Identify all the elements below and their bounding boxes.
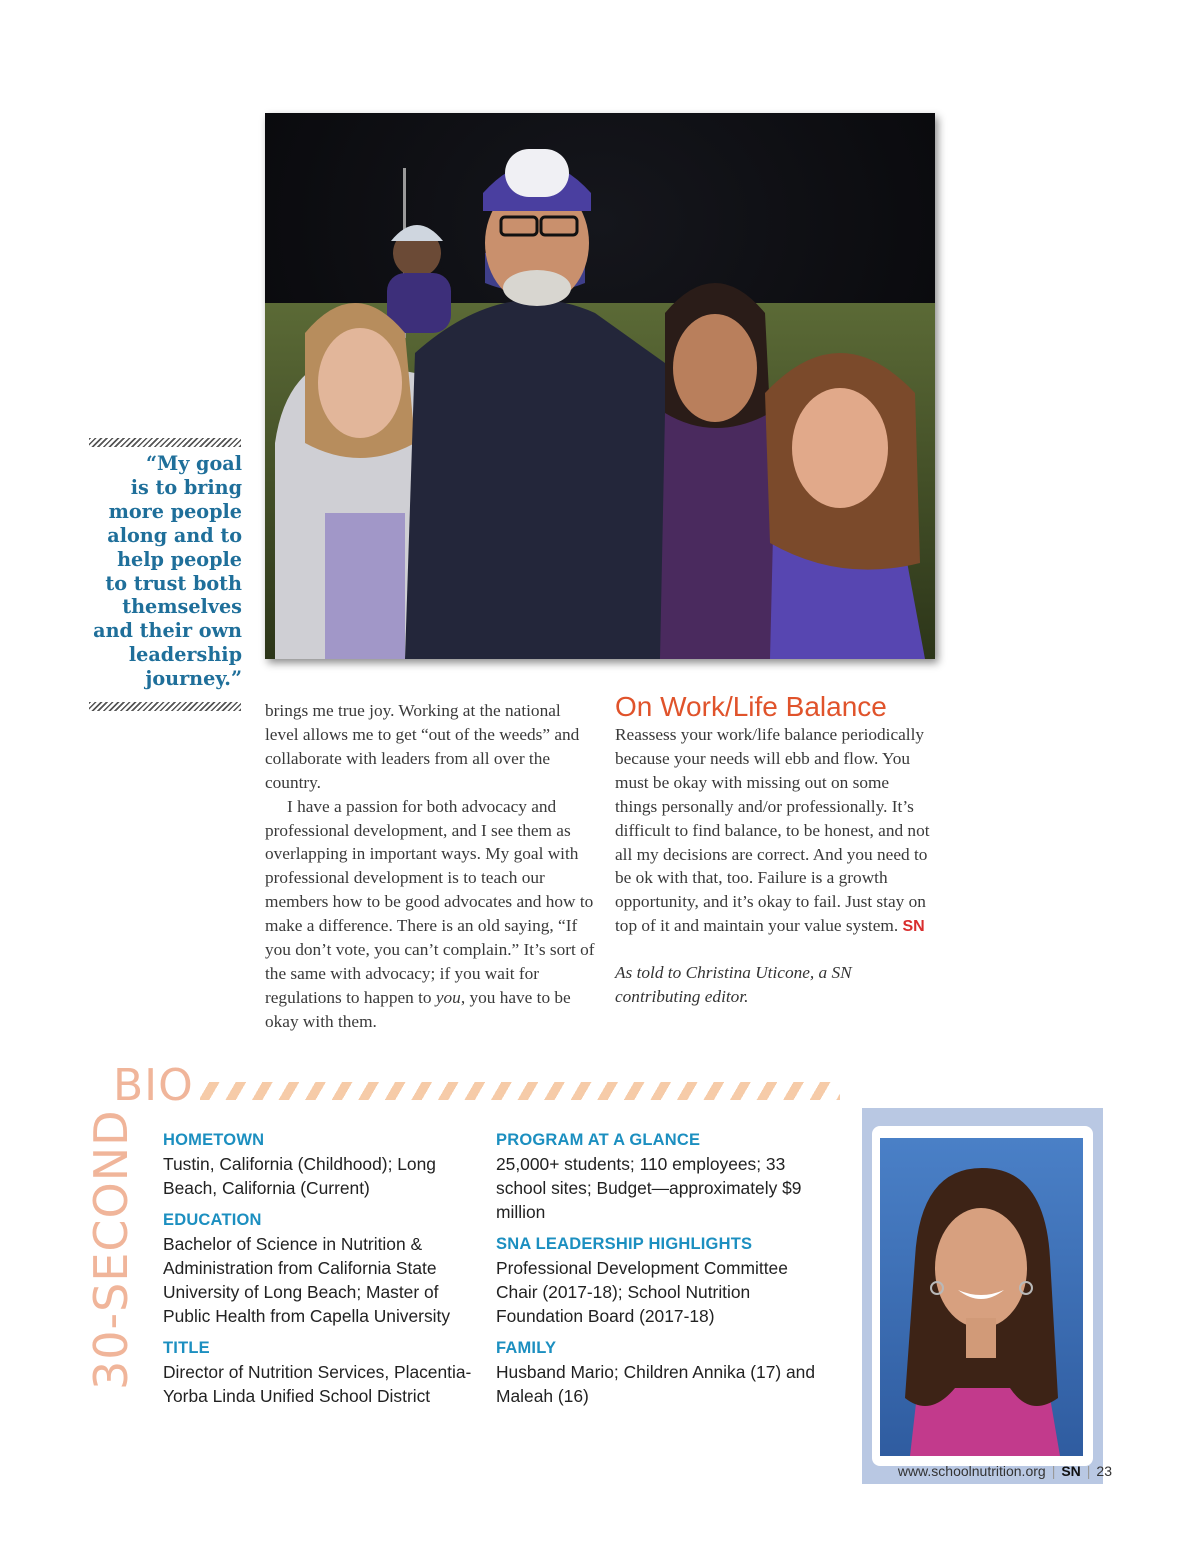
page-number: 23 [1096, 1463, 1112, 1479]
bio-text: Bachelor of Science in Nutrition & Administration from California State University of Long Beach; Master of Public Health from Capella University [163, 1234, 451, 1326]
quote-rule-bottom [89, 702, 241, 711]
headshot-photo [880, 1138, 1083, 1456]
pull-quote: “My goal is to bring more people along and to help people to trust both themselves and their own leadership journey.” [93, 452, 242, 691]
bio-label: FAMILY [496, 1339, 557, 1357]
footer-url: www.schoolnutrition.org [897, 1463, 1046, 1479]
paragraph-text: , you have to be okay with them. [265, 987, 571, 1031]
paragraph-text: Reassess your work/life balance periodically because your needs will ebb and flow. You must be okay with missing out on some things personally and/or professionally. It’s difficult to find balance, to be honest, and not all my decisions are correct. And you need to be ok with that, too. Failure is a growth opportunity, and it’s okay to fail. Just stay on top of it and maintain your value system. [615, 725, 930, 936]
quote-rule-top [89, 438, 241, 447]
bio-text: Husband Mario; Children Annika (17) and Maleah (16) [496, 1362, 816, 1406]
emphasis: you [435, 987, 461, 1007]
team-photo [265, 113, 935, 659]
paragraph-text: I have a passion for both advocacy and professional development, and I see them as overlapping in important ways. My goal with professional development is to teach our members how to be good advocates and how to make a difference. There is an old saying, “If you don’t vote, you can’t complain.” It’s sort of the same with advocacy; if you wait for regulations to happen to [265, 796, 595, 1007]
footer-separator: | [1086, 1463, 1091, 1479]
footer-separator: | [1051, 1463, 1056, 1479]
author-credit: As told to Christina Uticone, a SN contributing editor. [615, 963, 852, 1007]
section-heading: On Work/Life Balance [615, 691, 887, 722]
body-column-right [615, 690, 935, 1009]
page-footer [800, 1463, 1112, 1479]
bio-column-left [163, 1130, 483, 1418]
bio-title: BIO [113, 1060, 194, 1111]
bio-text: Tustin, California (Childhood); Long Beach, California (Current) [163, 1154, 436, 1198]
bio-label: PROGRAM AT A GLANCE [496, 1131, 701, 1149]
bio-text: Director of Nutrition Services, Placentia-Yorba Linda Unified School District [163, 1362, 472, 1406]
body-column-left [265, 699, 595, 1034]
bio-vertical-label: 30-SECOND [84, 1109, 138, 1390]
paragraph [265, 795, 595, 1034]
bio-stripe [200, 1082, 840, 1100]
bio-label: SNA LEADERSHIP HIGHLIGHTS [496, 1235, 753, 1253]
bio-label: TITLE [163, 1339, 210, 1357]
bio-text: 25,000+ students; 110 employees; 33 school sites; Budget—approximately $9 million [496, 1154, 802, 1222]
bio-text: Professional Development Committee Chair (2017-18); School Nutrition Foundation Board (2017-18) [496, 1258, 788, 1326]
footer-magazine: SN [1061, 1463, 1081, 1479]
end-mark: SN [902, 918, 925, 936]
bio-column-middle [496, 1130, 826, 1418]
bio-label: HOMETOWN [163, 1131, 265, 1149]
paragraph: brings me true joy. Working at the national level allows me to get “out of the weeds” and collaborate with leaders from all over the country. [265, 701, 580, 792]
bio-label: EDUCATION [163, 1211, 262, 1229]
paragraph [615, 723, 935, 939]
